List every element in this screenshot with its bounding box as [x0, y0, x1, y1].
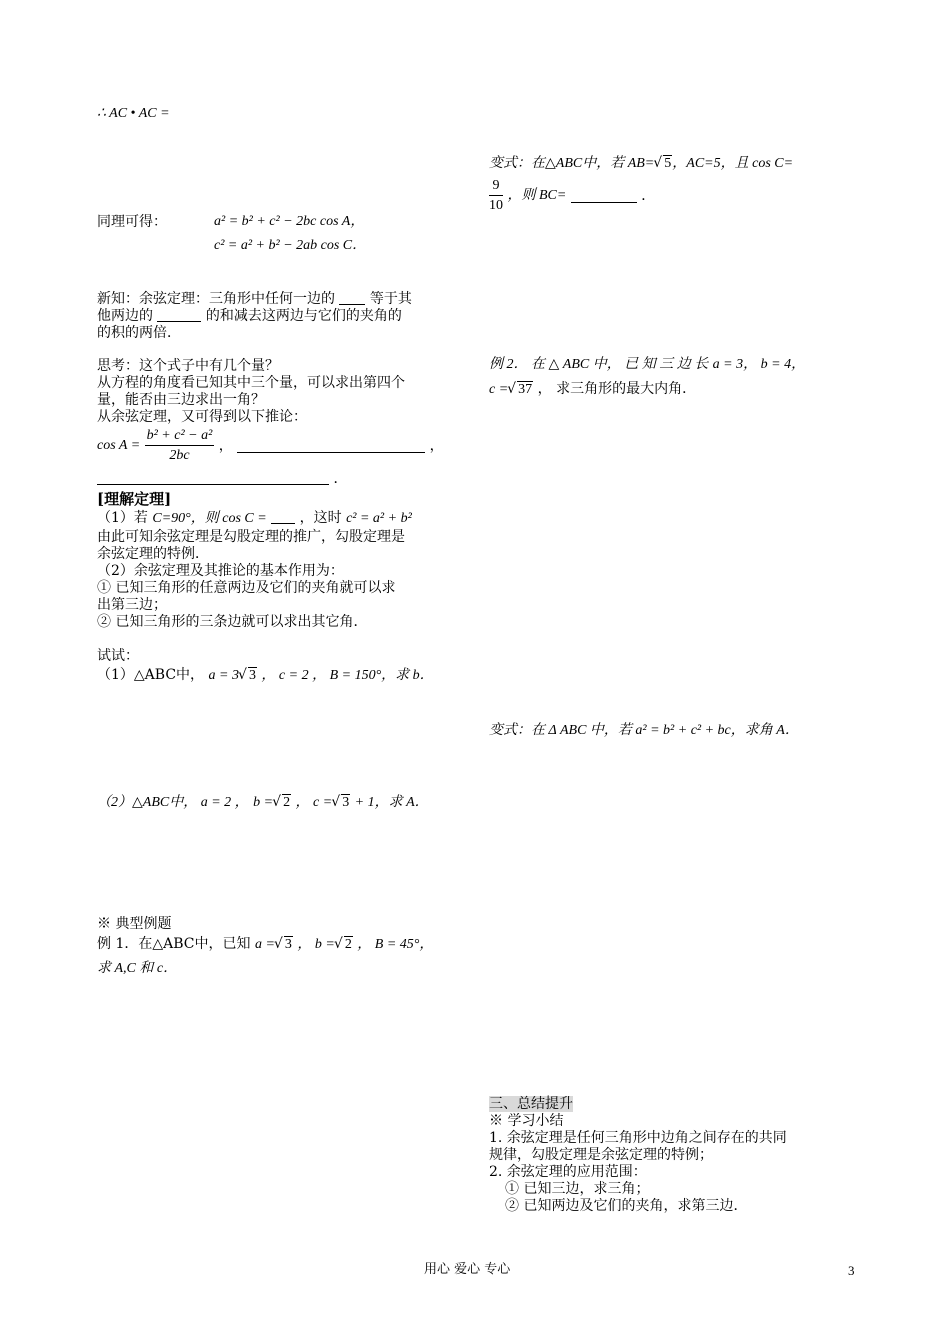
blank-cos-c [97, 472, 329, 485]
var1-period: ． [641, 188, 656, 204]
equation-c-squared: c² = a² + b² − 2ab cos C． [214, 238, 367, 253]
variant-1-line-2 [489, 178, 655, 220]
blank-cos-b [237, 440, 425, 453]
summary-1-line-2: 规律，勾股定理是余弦定理的特例； [489, 1147, 713, 1163]
blank-cos-c-value [271, 511, 295, 524]
summary-1-line-1: 1. 余弦定理是任何三角形中边角之间存在的共同 [489, 1130, 787, 1146]
cos-comma: ， [218, 438, 233, 454]
try-2-c: ， c = [295, 795, 333, 810]
understand-2-line-2: ① 已知三角形的任意两边及它们的夹角就可以求 [97, 580, 396, 596]
try-1-prefix: （1）△ABC中， [97, 667, 205, 683]
try-2-prefix: （2）△ABC中， a = 2 ， [97, 795, 249, 810]
u1-then: ，这时 [299, 510, 342, 526]
example-2-line-1 [489, 356, 805, 373]
try-1-rest: ， c = 2 ， B = 150°，求 b． [261, 668, 434, 683]
understand-2-line-1: （2）余弦定理及其推论的基本作用为： [97, 563, 344, 579]
think-line-1: 思考：这个式子中有几个量？ [97, 358, 279, 374]
equation-a-squared: a² = b² + c² − 2bc cos A， [214, 214, 365, 229]
var1-cond: ，AC=5，且 cos C= [672, 156, 794, 171]
u1-prefix: （1）若 [97, 510, 148, 526]
blank-1 [339, 292, 365, 305]
therefore-line: ∴ AC • AC = [97, 106, 170, 121]
ex2-question: ， 求三角形的最大内角． [537, 381, 697, 397]
example-1-line-1 [97, 936, 433, 953]
example-1-line-2: 求 A,C 和 c． [97, 961, 178, 976]
try-1 [97, 667, 434, 684]
try-1-a: a = 3 [208, 668, 239, 683]
understand-2-line-3: 出第三边； [97, 597, 167, 613]
new-knowledge-line-1 [97, 291, 412, 307]
u1-condition: C=90°，则 cos C = [152, 511, 267, 526]
think-line-4: 从余弦定理，又可得到以下推论： [97, 409, 307, 425]
var1-bc: ，则 BC= [507, 188, 567, 203]
sqrt-3-b: √ 3 [332, 795, 350, 811]
sqrt-3: √ 3 [239, 668, 257, 684]
summary-2-item-1: ① 已知三边，求三角； [505, 1181, 650, 1197]
variant-2: 变式：在 Δ ABC 中，若 a² = b² + c² + bc，求角 A． [489, 723, 799, 738]
page-number: 3 [848, 1263, 855, 1278]
ex2-sqrt-37: √ 37 [508, 382, 533, 398]
var1-numerator: 9 [489, 178, 503, 196]
understand-1-line-2: 由此可知余弦定理是勾股定理的推广，勾股定理是 [97, 529, 405, 545]
summary-subtitle: ※ 学习小结 [489, 1113, 564, 1129]
section-understand-theorem: [理解定理] [97, 490, 172, 508]
try-2-rest: + 1，求 A． [354, 795, 429, 810]
ex2-c: c = [489, 382, 509, 397]
new-knowledge-text-2b: 的和减去这两边与它们的夹角的 [205, 308, 402, 324]
cos-lhs: cos A = [97, 438, 141, 453]
var1-fraction [489, 178, 503, 214]
ex1-sqrt-3: √ 3 [275, 937, 293, 953]
ex1-angle: ， B = 45°， [357, 937, 434, 952]
cos-numerator: b² + c² − a² [145, 428, 215, 446]
var1-denominator: 10 [489, 198, 503, 213]
understand-1-line-3: 余弦定理的特例． [97, 546, 209, 562]
new-knowledge-text-1: 新知：余弦定理：三角形中任何一边的 [97, 291, 335, 307]
new-knowledge-line-2 [97, 308, 402, 324]
example-2-line-2 [489, 381, 696, 398]
new-knowledge-text-2a: 他两边的 [97, 308, 153, 324]
ex1-sqrt-2: √ 2 [335, 937, 353, 953]
cos-fraction [145, 428, 215, 464]
summary-title: 三、总结提升 [489, 1096, 573, 1112]
try-label: 试试： [97, 648, 139, 664]
think-line-3: 量，能否由三边求出一角？ [97, 392, 265, 408]
cos-denominator: 2bc [169, 448, 190, 463]
blank-bc [571, 190, 637, 203]
cos-c-blank-row [97, 471, 347, 487]
ex1-a: a = [254, 937, 275, 952]
summary-2-item-2: ② 已知两边及它们的夹角，求第三边． [505, 1198, 748, 1214]
think-line-2: 从方程的角度看已知其中三个量，可以求出第四个 [97, 375, 405, 391]
sqrt-2: √ 2 [273, 795, 291, 811]
var1-prefix: 变式：在△ABC中，若 AB= [489, 156, 655, 171]
new-knowledge-text-1b: 等于其 [369, 291, 412, 307]
ex2-sides: a = 3， b = 4， [712, 357, 806, 372]
cos-period: ． [333, 471, 348, 487]
typical-examples-title: ※ 典型例题 [97, 916, 172, 932]
similarly-label: 同理可得： [97, 214, 167, 230]
var1-sqrt-5: √ 5 [654, 156, 672, 172]
understand-1-line-1 [97, 510, 412, 527]
summary-2: 2. 余弦定理的应用范围： [489, 1164, 647, 1180]
ex1-b: ， b = [297, 937, 335, 952]
new-knowledge-line-3: 的积的两倍． [97, 325, 181, 341]
ex2-prefix: 例 2． 在 △ ABC 中， 已 知 三 边 长 [489, 357, 709, 372]
footer-motto: 用心 爱心 专心 [424, 1262, 511, 1277]
variant-1-line-1 [489, 155, 793, 172]
understand-2-line-4: ② 已知三角形的三条边就可以求出其它角． [97, 614, 368, 630]
ex1-prefix: 例 1．在△ABC中，已知 [97, 936, 251, 952]
blank-2 [157, 309, 201, 322]
try-2-b: b = [253, 795, 274, 810]
cos-formula-row [97, 428, 444, 468]
u1-pythagorean: c² = a² + b² [346, 511, 412, 526]
cos-comma-2: ， [429, 438, 444, 454]
try-2 [97, 794, 429, 811]
